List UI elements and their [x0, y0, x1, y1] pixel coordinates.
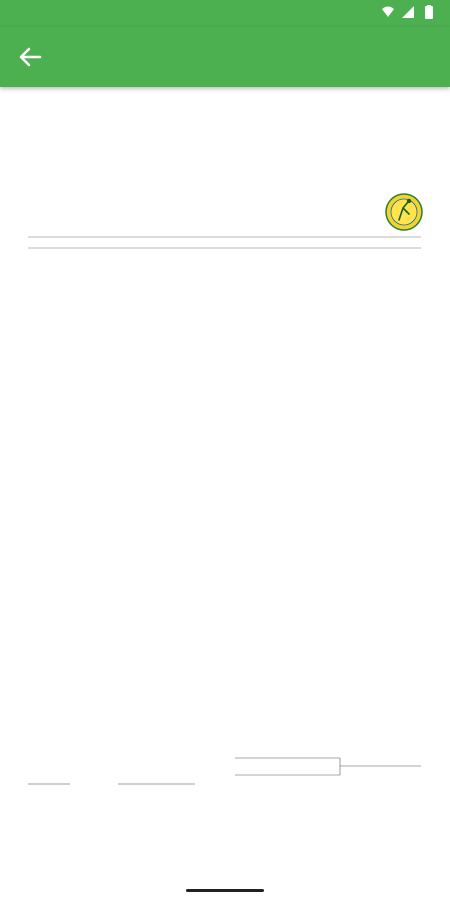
app-bar [0, 27, 450, 87]
draw-sheet-document[interactable] [25, 190, 425, 790]
status-bar [0, 0, 450, 27]
gesture-nav-handle[interactable] [186, 889, 264, 892]
federation-logo [386, 194, 422, 230]
draw-sheet [25, 190, 425, 790]
signal-icon [402, 6, 414, 18]
wifi-icon [382, 7, 394, 18]
arrow-back-icon [12, 39, 48, 75]
battery-icon [425, 5, 433, 19]
third-place-box [235, 758, 421, 775]
status-icons [380, 5, 440, 22]
back-button[interactable] [12, 39, 48, 75]
